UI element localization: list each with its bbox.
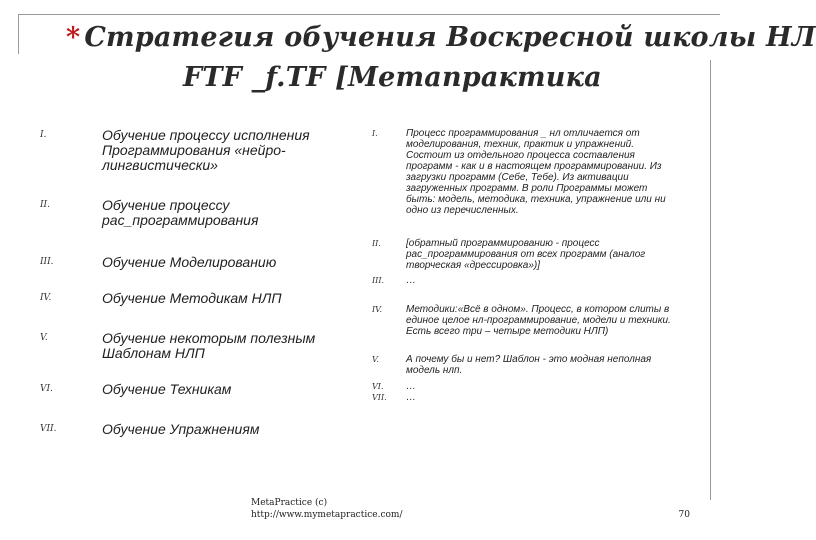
left-item-number: VI. <box>40 384 53 394</box>
right-item-text: … <box>406 275 416 286</box>
left-border-line <box>18 14 19 54</box>
right-item-number: VII. <box>372 393 387 402</box>
left-item-text: Обучение Моделированию <box>102 254 277 270</box>
page-number: 70 <box>678 510 690 520</box>
title-line-1 <box>66 22 816 53</box>
title-bullet-icon: * <box>66 22 81 53</box>
left-item-text: Обучение процессу исполнения Программирования «нейро-лингвистически» <box>102 127 310 173</box>
right-item-number: I. <box>372 129 378 138</box>
left-item-number: II. <box>40 200 50 210</box>
left-item-text: Обучение Упражнениям <box>102 421 260 437</box>
footer <box>251 497 451 521</box>
title-line-1-text: Стратегия обучения Воскресной школы НЛ <box>84 22 816 53</box>
right-item-text: Процесс программирования _ нл отличается от моделирования, техник, практик и упражнений. Состоит из отдельного процесса составления программ - как и в настоящем программировании. Из загрузки программ (Себе, Тебе). Из активации загруженных программ. В роли Программы может быть: модель, методика, техника, упражнение или ни одно из перечисленных. <box>406 128 666 216</box>
left-item-number: VII. <box>40 424 57 434</box>
right-item-text: … <box>406 381 416 392</box>
left-item-text: Обучение Техникам <box>102 381 232 397</box>
left-item-text: Обучение Методикам НЛП <box>102 290 282 306</box>
top-border-line <box>18 14 720 15</box>
right-item-number: V. <box>372 355 379 364</box>
right-item-number: IV. <box>372 305 383 314</box>
right-item-text: Методики:«Всё в одном». Процесс, в котором слиты в единое целое нл-программирование, модели и техники. Есть всего три – четыре методики НЛП) <box>406 304 671 337</box>
left-item-text: Обучение некоторым полезным Шаблонам НЛП <box>102 330 316 361</box>
right-item-number: VI. <box>372 382 384 391</box>
right-item-text: … <box>406 392 416 403</box>
title-line-2: FTF _f.TF [Метапрактика <box>183 62 602 93</box>
left-item-text: Обучение процессу рас_программирования <box>102 197 259 228</box>
left-item-number: IV. <box>40 293 52 303</box>
right-border-line <box>710 60 711 500</box>
footer-copyright: MetaPractice (c) <box>251 498 328 508</box>
left-item-number: III. <box>40 257 54 267</box>
right-item-number: III. <box>372 276 385 285</box>
footer-url-link[interactable]: http://www.mymetapractice.com/ <box>251 510 403 520</box>
left-item-number: I. <box>40 130 47 140</box>
left-item-number: V. <box>40 333 48 343</box>
right-item-text: А почему бы и нет? Шаблон - это модная неполная модель нлп. <box>406 354 652 376</box>
right-item-text: [обратный программированию - процесс рас_программирования от всех программ (аналог творческая «дрессировка»)] <box>406 238 646 271</box>
right-item-number: II. <box>372 239 381 248</box>
